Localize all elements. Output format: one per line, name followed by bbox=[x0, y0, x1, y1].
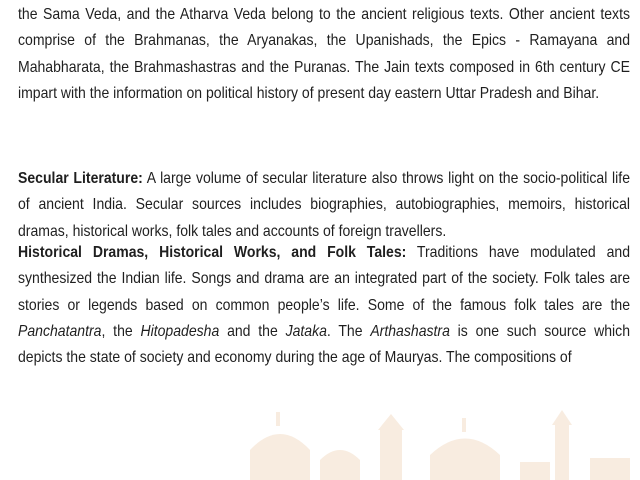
book-title-jataka: Jataka bbox=[285, 322, 327, 340]
book-title-arthashastra: Arthashastra bbox=[370, 322, 450, 340]
paragraph-religious-texts bbox=[18, 2, 630, 107]
paragraph-text: is one such source which depicts the state of society and economy during the age of Mauryas. The compositions of bbox=[18, 322, 630, 367]
book-title-hitopadesha: Hitopadesha bbox=[140, 322, 220, 340]
paragraph-text: . The bbox=[326, 322, 371, 340]
monument-watermark bbox=[0, 410, 640, 480]
paragraph-text: , the bbox=[101, 322, 141, 340]
book-title-panchatantra: Panchatantra bbox=[18, 322, 102, 340]
paragraph-text: Traditions have modulated and synthesized the Indian life. Songs and drama are an integrated part of the society. Folk tales are stories or legends based on common people’s life. Some of the famous folk tales are the bbox=[18, 244, 630, 314]
paragraph-text: the Sama Veda, and the Atharva Veda belong to the ancient religious texts. Other ancient texts comprise of the Brahmanas, the Aryanakas, the Upanishads, the Epics - Ramayana and Mahabharata, the Brahmashastras and the Puranas. The Jain texts composed in 6th century CE impart with the information on political history of present day eastern Uttar Pradesh and Bihar. bbox=[18, 6, 630, 102]
paragraph-text: and the bbox=[219, 322, 286, 340]
paragraph-text: A large volume of secular literature also throws light on the socio-political life of ancient India. Secular sources includes biographies, autobiographies, memoirs, historical dramas, historical works, folk tales and accounts of foreign travellers. bbox=[18, 170, 630, 240]
section-heading: Historical Dramas, Historical Works, and Folk Tales: bbox=[18, 244, 407, 261]
paragraph-secular-literature bbox=[18, 166, 630, 245]
paragraph-historical-dramas bbox=[18, 240, 630, 371]
section-heading: Secular Literature: bbox=[18, 170, 143, 187]
